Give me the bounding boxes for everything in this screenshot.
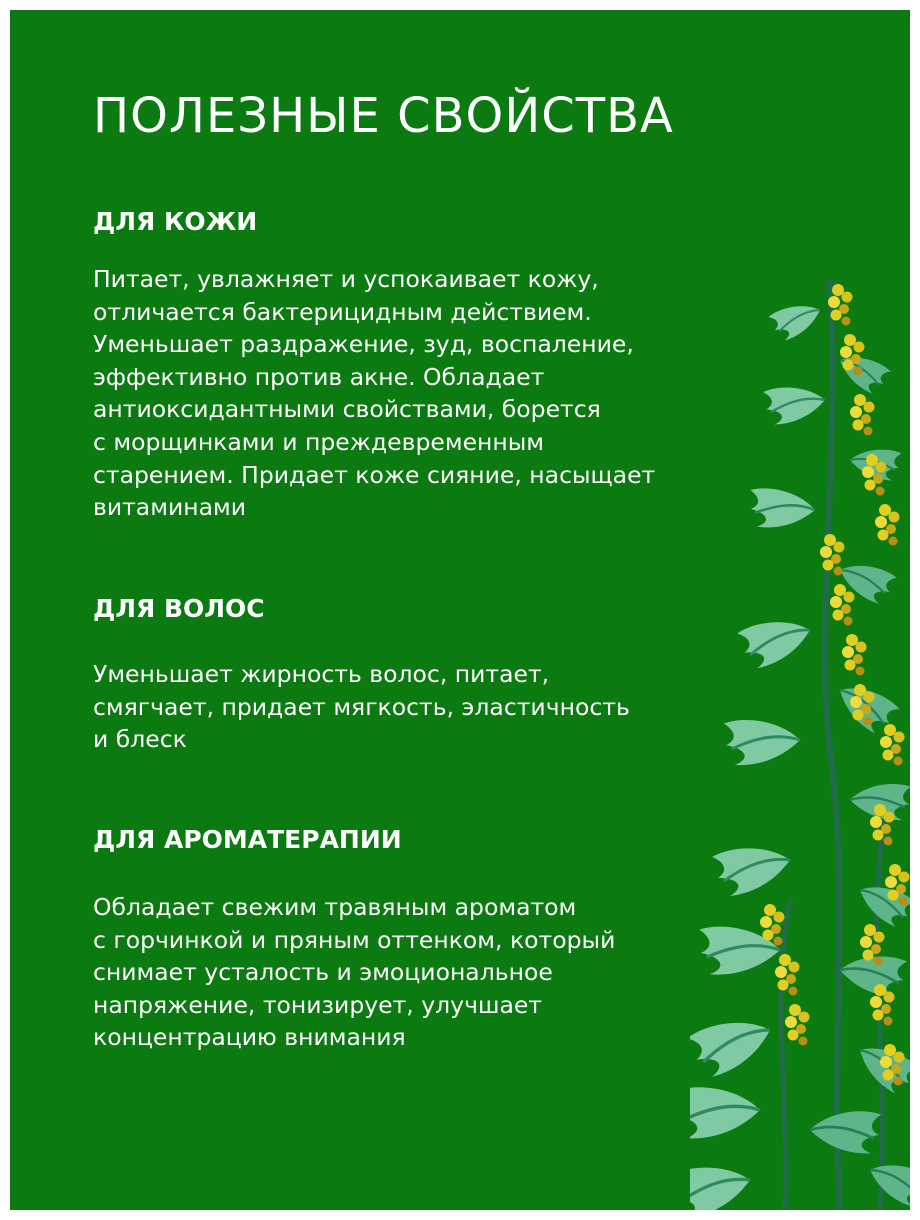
section-text-skin: Питает, увлажняет и успокаивает кожу, отличается бактерицидным действием. Уменьшает раздражение, зуд, воспаление, эффективно против акне. Обладает антиоксидантными свойствами, борется с морщинками и преждевременным старением. Придает коже сияние, насыщает витаминами xyxy=(93,265,656,522)
wormwood-plant-icon xyxy=(690,250,910,1210)
page-title: ПОЛЕЗНЫЕ СВОЙСТВА xyxy=(93,88,674,144)
section-text-aromatherapy: Обладает свежим травяным ароматом с горчинкой и пряным оттенком, который снимает усталость и эмоциональное напряжение, тонизирует, улучшает концентрацию внимания xyxy=(93,893,616,1052)
info-card xyxy=(10,10,910,1210)
section-heading-skin: ДЛЯ КОЖИ xyxy=(93,207,258,236)
section-heading-hair: ДЛЯ ВОЛОС xyxy=(93,594,265,623)
section-heading-aromatherapy: ДЛЯ АРОМАТЕРАПИИ xyxy=(93,825,402,854)
section-text-hair: Уменьшает жирность волос, питает, смягчает, придает мягкость, эластичность и блеск xyxy=(93,660,630,754)
